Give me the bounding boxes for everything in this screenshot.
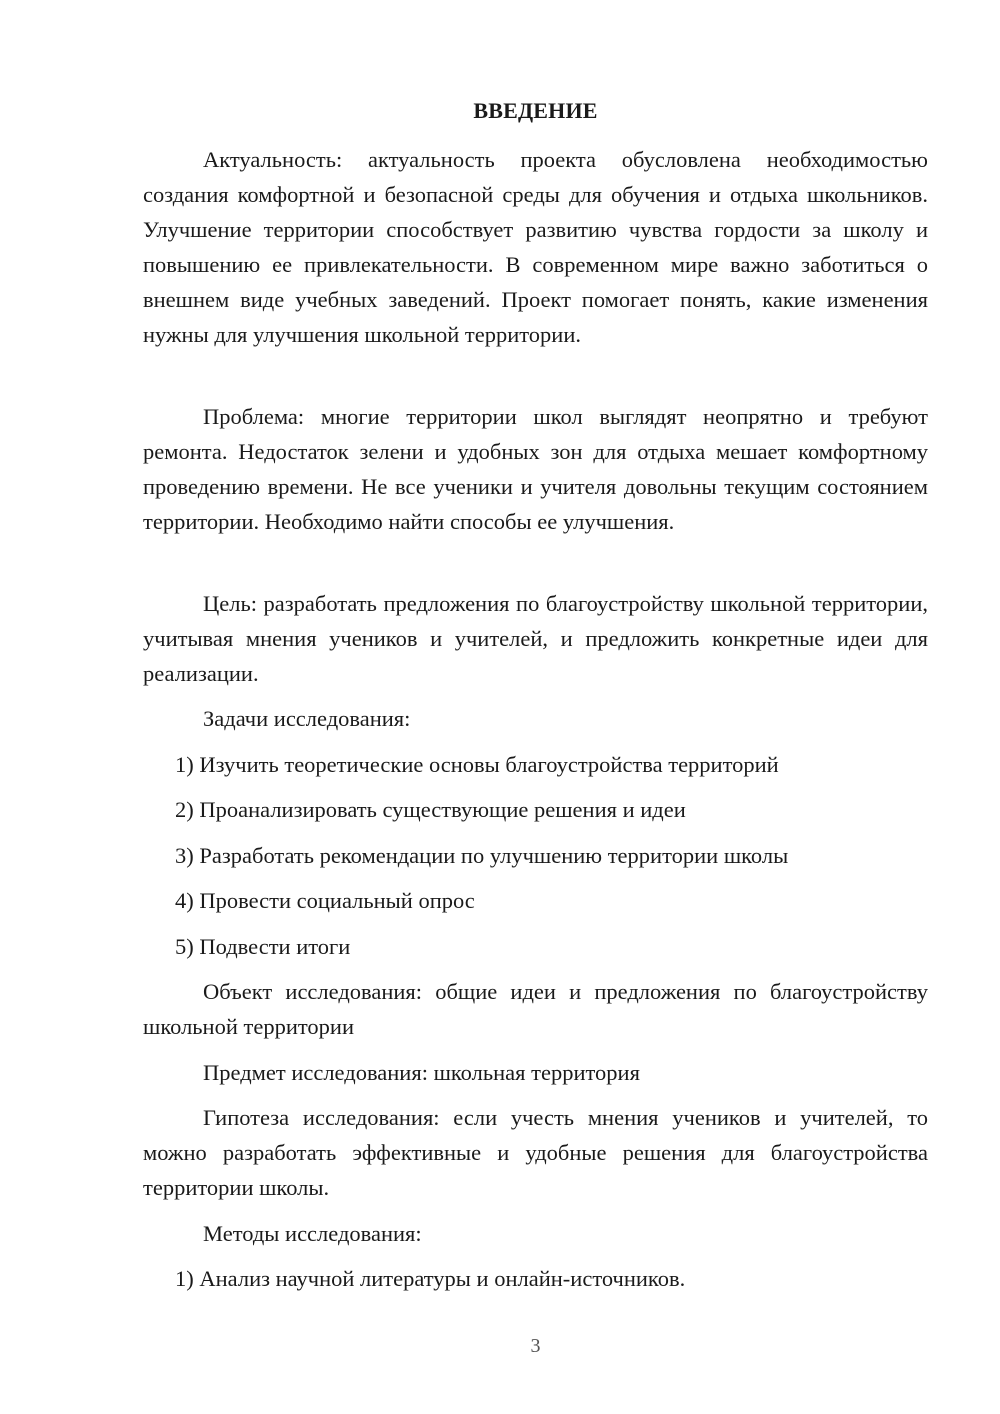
method-item-1: 1) Анализ научной литературы и онлайн-источников. (175, 1266, 686, 1291)
task-item-5: 5) Подвести итоги (175, 934, 351, 959)
page-number: 3 (530, 1335, 541, 1357)
methods-heading: Методы исследования: (203, 1221, 422, 1246)
task-item-4: 4) Провести социальный опрос (175, 888, 475, 913)
paragraph-hypothesis: Гипотеза исследования: если учесть мнения учеников и учителей, то можно разработать эффективные и удобные решения для благоустройства территории школы. (143, 1105, 928, 1200)
section-title: ВВЕДЕНИЕ (473, 98, 598, 123)
paragraph-subject: Предмет исследования: школьная территория (203, 1060, 640, 1085)
paragraph-relevance: Актуальность: актуальность проекта обусловлена необходимостью создания комфортной и безопасной среды для обучения и отдыха школьников. Улучшение территории способствует развитию чувства гордости за школу и повышению ее привлекательности. В современном мире важно заботиться о внешнем виде учебных заведений. Проект помогает понять, какие изменения нужны для улучшения школьной территории. (143, 147, 928, 347)
paragraph-problem: Проблема: многие территории школ выглядят неопрятно и требуют ремонта. Недостаток зелени и удобных зон для отдыха мешает комфортному проведению времени. Не все ученики и учителя довольны текущим состоянием территории. Необходимо найти способы ее улучшения. (143, 404, 928, 534)
task-item-1: 1) Изучить теоретические основы благоустройства территорий (175, 752, 779, 777)
task-item-2: 2) Проанализировать существующие решения и идеи (175, 797, 686, 822)
paragraph-object: Объект исследования: общие идеи и предложения по благоустройству школьной территории (143, 979, 928, 1039)
task-item-3: 3) Разработать рекомендации по улучшению территории школы (175, 843, 789, 868)
paragraph-goal: Цель: разработать предложения по благоустройству школьной территории, учитывая мнения учеников и учителей, и предложить конкретные идеи для реализации. (143, 591, 928, 686)
tasks-heading: Задачи исследования: (203, 706, 411, 731)
